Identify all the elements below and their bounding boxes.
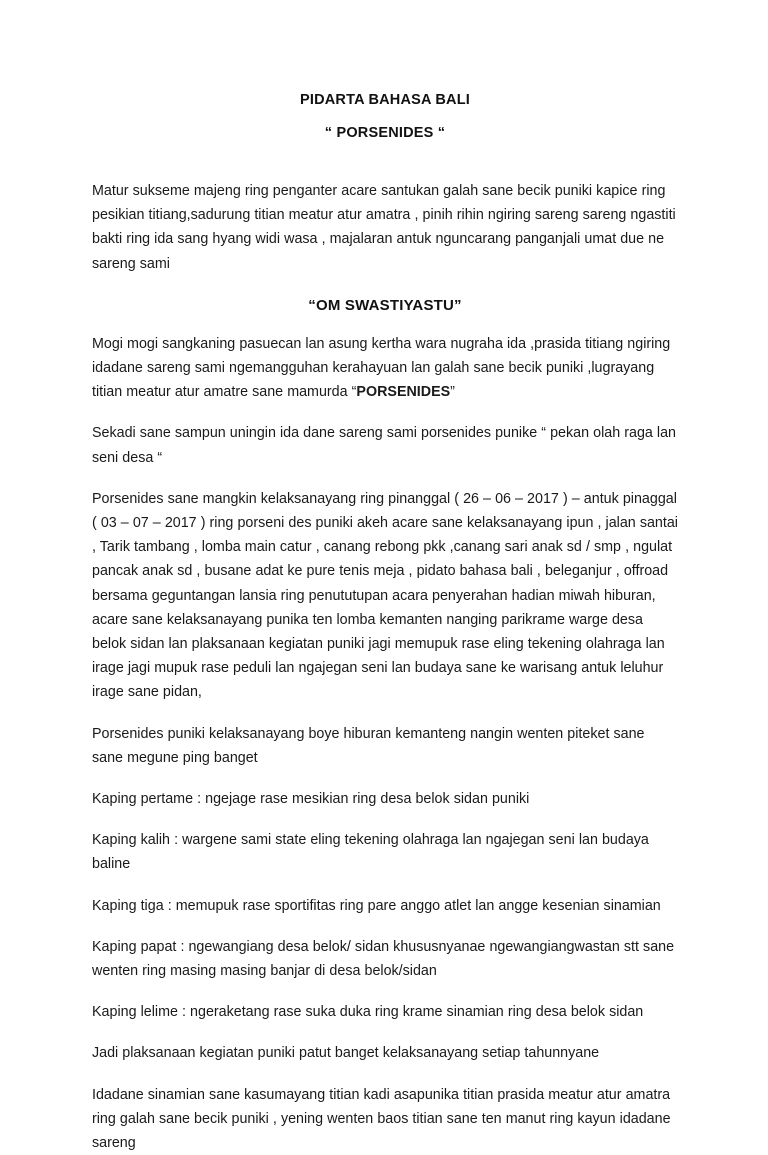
- paragraph-closing-apology: Idadane sinamian sane kasumayang titian kadi asapunika titian prasida meatur atur amatra ring galah sane becik puniki , yening wenten baos titian sane ten manut ring kayun idadane sareng: [92, 1086, 671, 1152]
- list-item-kaping-tiga: Kaping tiga : memupuk rase sportifitas ring pare anggo atlet lan angge kesenian sinamian: [92, 897, 661, 914]
- document-title: PIDARTA BAHASA BALI: [299, 92, 470, 108]
- paragraph-blessing: [92, 332, 678, 405]
- list-item-kaping-papat: Kaping papat : ngewangiang desa belok/ sidan khususnyanae ngewangiangwastan stt sane wenten ring masing masing banjar di desa belok/sidan: [92, 938, 675, 980]
- paragraph-blessing-text-after: ”: [450, 384, 455, 401]
- document-subtitle: “ PORSENIDES “: [324, 125, 446, 141]
- greeting-heading-om-swastiyastu: “OM SWASTIYASTU”: [308, 296, 462, 314]
- paragraph-conclusion-annual: Jadi plaksanaan kegiatan puniki patut banget kelaksanayang setiap tahunnyane: [92, 1045, 600, 1062]
- paragraph-opening-greeting: Matur sukseme majeng ring penganter acare santukan galah sane becik puniki kapice ring pesikian titiang,sadurung titian meatur atur amatra , pinih rihin ngiring sareng sareng ngastiti bakti ring ida sang hyang widi wasa , majalaran antuk nguncarang panganjali umat due ne sareng sami: [92, 183, 676, 272]
- list-item-kaping-lelime: Kaping lelime : ngeraketang rase suka duka ring krame sinamian ring desa belok sidan: [92, 1004, 644, 1021]
- paragraph-schedule-and-events: Porsenides sane mangkin kelaksanayang ring pinanggal ( 26 – 06 – 2017 ) – antuk pinaggal ( 03 – 07 – 2017 ) ring porseni des puniki akeh acare sane kelaksanayang ipun , jalan santai , Tarik tambang , lomba main catur , canang rebong pkk ,canang sari anak sd / smp , ngulat pancak anak sd , busane adat ke pure tenis meja , pidato bahasa bali , beleganjur , offroad bersama geguntangan lansia ring penututupan acara penyerahan hadian miwah hiburan, acare sane kelaksanayang punika ten lomba kemanten nanging parikrame warge desa belok sidan lan plaksanaan kegiatan puniki jagi memupuk rase eling tekening olahraga lan irage jagi mupuk rase peduli lan ngajegan seni lan budaya sane ke warisang antuk leluhur irage sane pidan,: [92, 490, 678, 701]
- document-body: [92, 88, 678, 1155]
- paragraph-blessing-bold-term: PORSENIDES: [356, 384, 451, 401]
- paragraph-blessing-text-before: Mogi mogi sangkaning pasuecan lan asung kertha wara nugraha ida ,prasida titiang ngiring idadane sareng sami ngemangguhan kerahayuan lan galah sane becik puniki ,lugrayang titian meatur atur amatre sane mamurda “: [92, 335, 671, 401]
- list-item-kaping-pertame: Kaping pertame : ngejage rase mesikian ring desa belok sidan puniki: [92, 791, 530, 808]
- paragraph-purpose-intro: Porsenides puniki kelaksanayang boye hiburan kemanteng nangin wenten piteket sane sane megune ping banget: [92, 725, 645, 766]
- list-item-kaping-kalih: Kaping kalih : wargene sami state eling tekening olahraga lan ngajegan seni lan budaya baline: [92, 832, 649, 873]
- paragraph-definition: Sekadi sane sampun uningin ida dane sareng sami porsenides punike “ pekan olah raga lan seni desa “: [92, 425, 676, 466]
